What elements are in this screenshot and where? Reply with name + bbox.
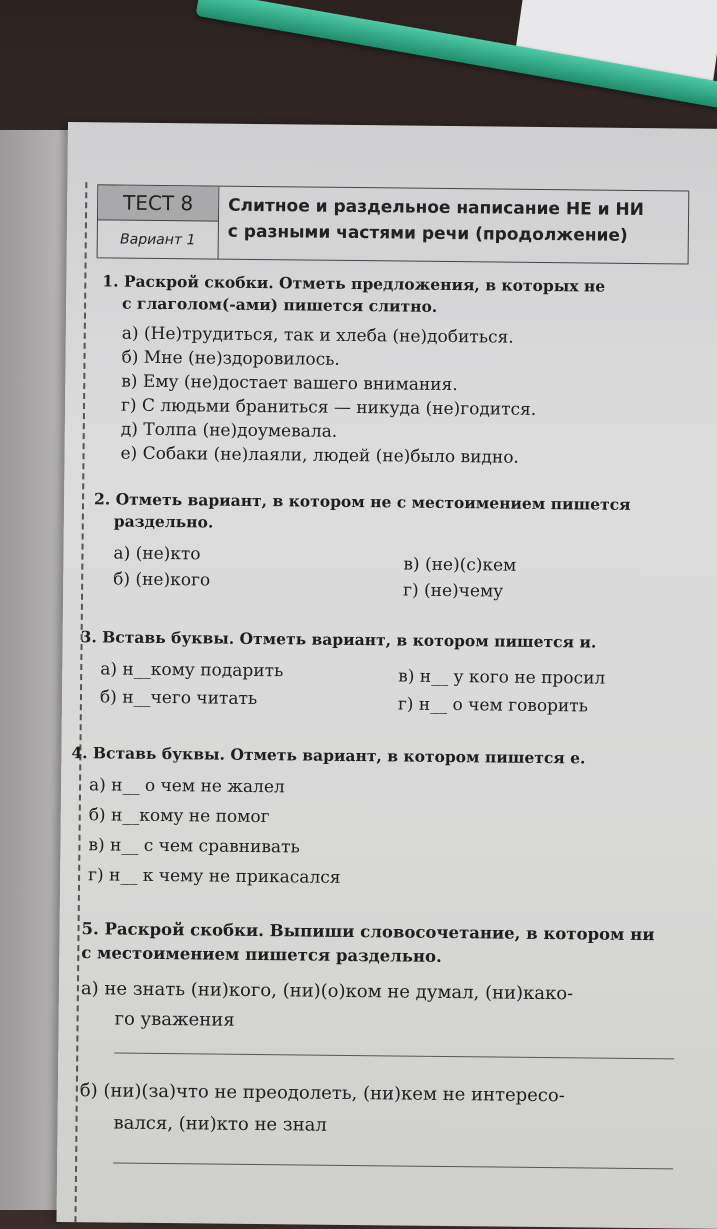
q4-option-d: г) н__ к чему не прикасался [88,865,341,888]
q4-option-c: в) н__ с чем сравнивать [88,835,300,858]
q5-option-b-line-2: вался, (ни)кто не знал [113,1112,327,1136]
q1-line-2: с глаголом(-ами) пишется слитно. [122,293,438,316]
q3-option-c: в) н__ у кого не просил [398,666,606,689]
q2-line-2: раздельно. [113,511,214,532]
q5-option-b-line-1: б) (ни)(за)что не преодолеть, (ни)кем не интересо- [79,1080,565,1107]
q4-line-1: 4. Вставь буквы. Отметь вариант, в котором пишется е. [71,743,586,768]
q5-line-2: с местоимением пишется раздельно. [81,943,442,966]
q1-line-1: 1. Раскрой скобки. Отметь предложения, в которых не [102,271,606,296]
q2-option-a: а) (не)кто [113,543,201,565]
q1-option-d: г) С людьми браниться — никуда (не)годится. [120,395,537,420]
q3-option-d: г) н__ о чем говорить [397,694,589,717]
q2-option-c: в) (не)(с)кем [403,554,517,576]
q3-option-b: б) н__чего читать [99,687,258,710]
title-line-1: Слитное и раздельное написание НЕ и НИ [228,195,645,221]
q3-option-a: а) н__кому подарить [100,659,284,682]
test-number: ТЕСТ 8 [98,185,218,221]
q1-option-c: в) Ему (не)достает вашего внимания. [121,371,458,396]
q2-line-1: 2. Отметь вариант, в котором не с местоимением пишется [93,489,631,514]
title-line-2: с разными частями речи (продолжение) [227,221,628,246]
q5-line-1: 5. Раскрой скобки. Выпиши словосочетание, в котором ни [81,919,655,945]
test-id-box [98,185,220,258]
q1-option-b: б) Мне (не)здоровилось. [121,347,340,370]
variant-label: Вариант 1 [119,231,196,249]
q1-option-e: д) Толпа (не)доумевала. [120,419,338,442]
q5-answer-line-b[interactable] [113,1163,673,1170]
q1-option-f: е) Собаки (не)лаяли, людей (не)было видно. [120,443,520,468]
q4-option-b: б) н__кому не помог [88,805,270,828]
q4-option-a: а) н__ о чем не жалел [88,775,285,798]
test-title [228,193,689,250]
q1-option-a: а) (Не)трудиться, так и хлеба (не)добиться. [121,323,514,348]
q3-line-1: 3. Вставь буквы. Отметь вариант, в котором пишется и. [80,627,597,652]
q2-option-b: б) (не)кого [113,569,211,591]
q2-option-d: г) (не)чему [403,580,504,602]
test-header [97,184,690,264]
cut-line [74,182,87,1222]
q5-answer-line-a[interactable] [114,1053,674,1060]
q5-option-a-line-1: а) не знать (ни)кого, (ни)(о)ком не думал, (ни)како- [80,978,574,1005]
q5-option-a-line-2: го уважения [114,1008,235,1031]
workbook-page [56,122,717,1229]
